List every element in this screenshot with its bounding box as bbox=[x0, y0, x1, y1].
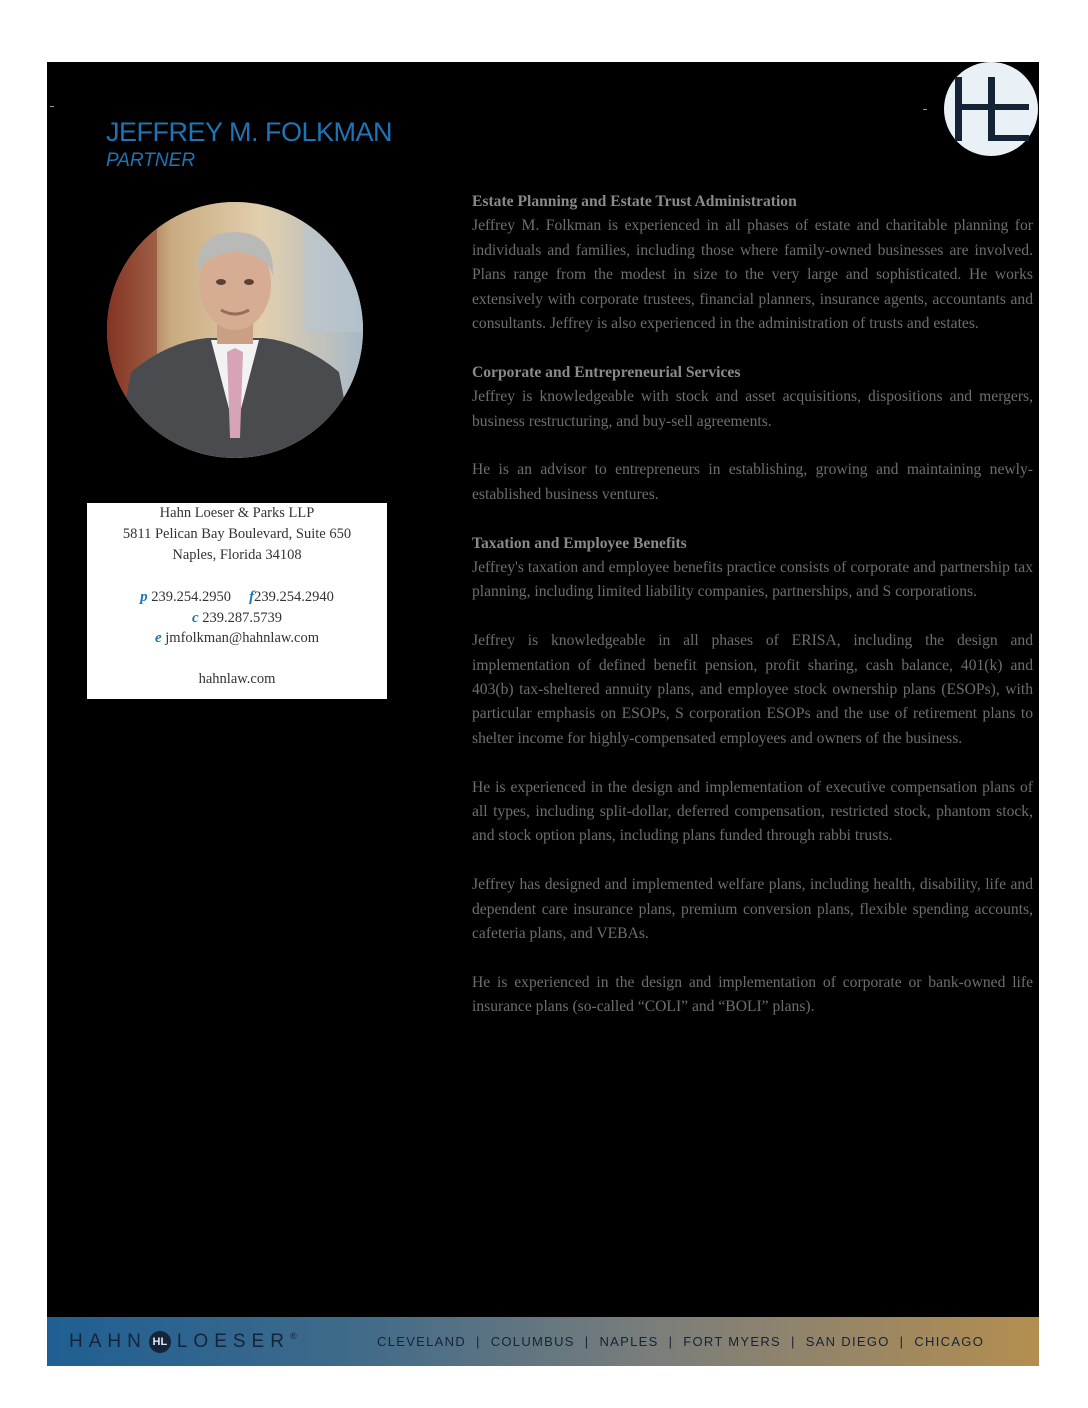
registered-mark: ® bbox=[289, 1331, 297, 1341]
address-line-1: 5811 Pelican Bay Boulevard, Suite 650 bbox=[122, 526, 352, 542]
bio-paragraph: Jeffrey is knowledgeable in all phases of ERISA, including the design and implementation of defined benefit pension, profit sharing, cash balance, 401(k) and 403(b) tax-sheltered annuity plans, and employee stock ownership plans (ESOPs), with particular emphasis on ESOPs, S corporation ESOPs and the use of retirement plans to shelter income for highly-compensated employees and owners of the business. bbox=[472, 632, 1033, 747]
phone-fax-line bbox=[87, 589, 387, 606]
footer-brand-logo bbox=[69, 1331, 297, 1353]
section-heading: Taxation and Employee Benefits bbox=[472, 534, 687, 552]
bio-paragraph: Jeffrey has designed and implemented welfare plans, including health, disability, life and dependent care insurance plans, premium conversion plans, flexible spending accounts, cafeteria plans, and VEBAs. bbox=[472, 876, 1033, 943]
person-title: PARTNER bbox=[106, 150, 196, 171]
bio-paragraph: Jeffrey M. Folkman is experienced in all phases of estate and charitable planning for individuals and families, including those where family-owned businesses are involved. Plans range from the modest in size to the very large and sophisticated. He works extensively with corporate trustees, financial planners, insurance agents, accountants and consultants. Jeffrey is also experienced in the administration of trusts and estates. bbox=[472, 217, 1033, 333]
office-separator: | bbox=[791, 1334, 796, 1349]
email-label: e bbox=[154, 630, 162, 646]
cell-number[interactable]: 239.287.5739 bbox=[202, 610, 283, 626]
bio-paragraph: Jeffrey's taxation and employee benefits practice consists of corporate and partnership tax planning, including limited liability companies, partnerships, and S corporations. bbox=[472, 559, 1033, 601]
office-item: CHICAGO bbox=[914, 1334, 985, 1349]
address-line-2: Naples, Florida 34108 bbox=[172, 547, 302, 563]
cell-line bbox=[87, 610, 387, 627]
crop-mark bbox=[923, 109, 927, 110]
phone-label: p bbox=[140, 589, 148, 605]
document-page bbox=[47, 62, 1039, 1366]
bio-paragraph: He is an advisor to entrepreneurs in establishing, growing and maintaining newly-established business ventures. bbox=[472, 461, 1033, 503]
crop-mark bbox=[50, 106, 54, 107]
bio-paragraph: He is experienced in the design and implementation of executive compensation plans of all types, including split-dollar, deferred compensation, restricted stock, phantom stock, and stock option plans, including plans funded through rabbi trusts. bbox=[472, 778, 1033, 845]
bio-content bbox=[472, 190, 1033, 1044]
footer-band bbox=[47, 1317, 1039, 1366]
office-separator: | bbox=[899, 1334, 905, 1349]
contact-card bbox=[87, 503, 387, 699]
office-list bbox=[377, 1334, 984, 1349]
office-item: CLEVELAND bbox=[377, 1334, 467, 1349]
office-item: COLUMBUS bbox=[490, 1334, 575, 1349]
brand-word-right: LOESER bbox=[176, 1331, 290, 1352]
firm-name: Hahn Loeser & Parks LLP bbox=[159, 505, 315, 521]
hl-mark-icon: HL bbox=[149, 1331, 171, 1353]
section-heading: Corporate and Entrepreneurial Services bbox=[472, 363, 741, 381]
office-item: SAN DIEGO bbox=[805, 1334, 890, 1349]
email-link[interactable]: jmfolkman@hahnlaw.com bbox=[165, 630, 320, 646]
bio-paragraph: Jeffrey is knowledgeable with stock and asset acquisitions, dispositions and mergers, business restructuring, and buy-sell agreements. bbox=[472, 388, 1033, 430]
hl-monogram-icon bbox=[944, 62, 1038, 156]
office-separator: | bbox=[476, 1334, 481, 1349]
phone-number[interactable]: 239.254.2950 bbox=[151, 589, 231, 605]
fax-number: 239.254.2940 bbox=[254, 589, 334, 605]
website-link[interactable]: hahnlaw.com bbox=[198, 671, 276, 687]
person-name: JEFFREY M. FOLKMAN bbox=[106, 117, 393, 147]
office-separator: | bbox=[584, 1334, 590, 1349]
portrait-photo bbox=[107, 202, 363, 458]
brand-word-left: HAHN bbox=[69, 1331, 147, 1352]
section-heading: Estate Planning and Estate Trust Administration bbox=[472, 193, 797, 210]
bio-paragraph: He is experienced in the design and implementation of corporate or bank-owned life insurance plans (so-called “COLI” and “BOLI” plans). bbox=[472, 973, 1033, 1016]
email-line bbox=[87, 630, 387, 647]
office-item: FORT MYERS bbox=[683, 1334, 782, 1349]
office-item: NAPLES bbox=[599, 1334, 659, 1349]
cell-label: c bbox=[191, 610, 199, 626]
fax-label: f bbox=[249, 589, 255, 605]
office-separator: | bbox=[668, 1334, 674, 1349]
